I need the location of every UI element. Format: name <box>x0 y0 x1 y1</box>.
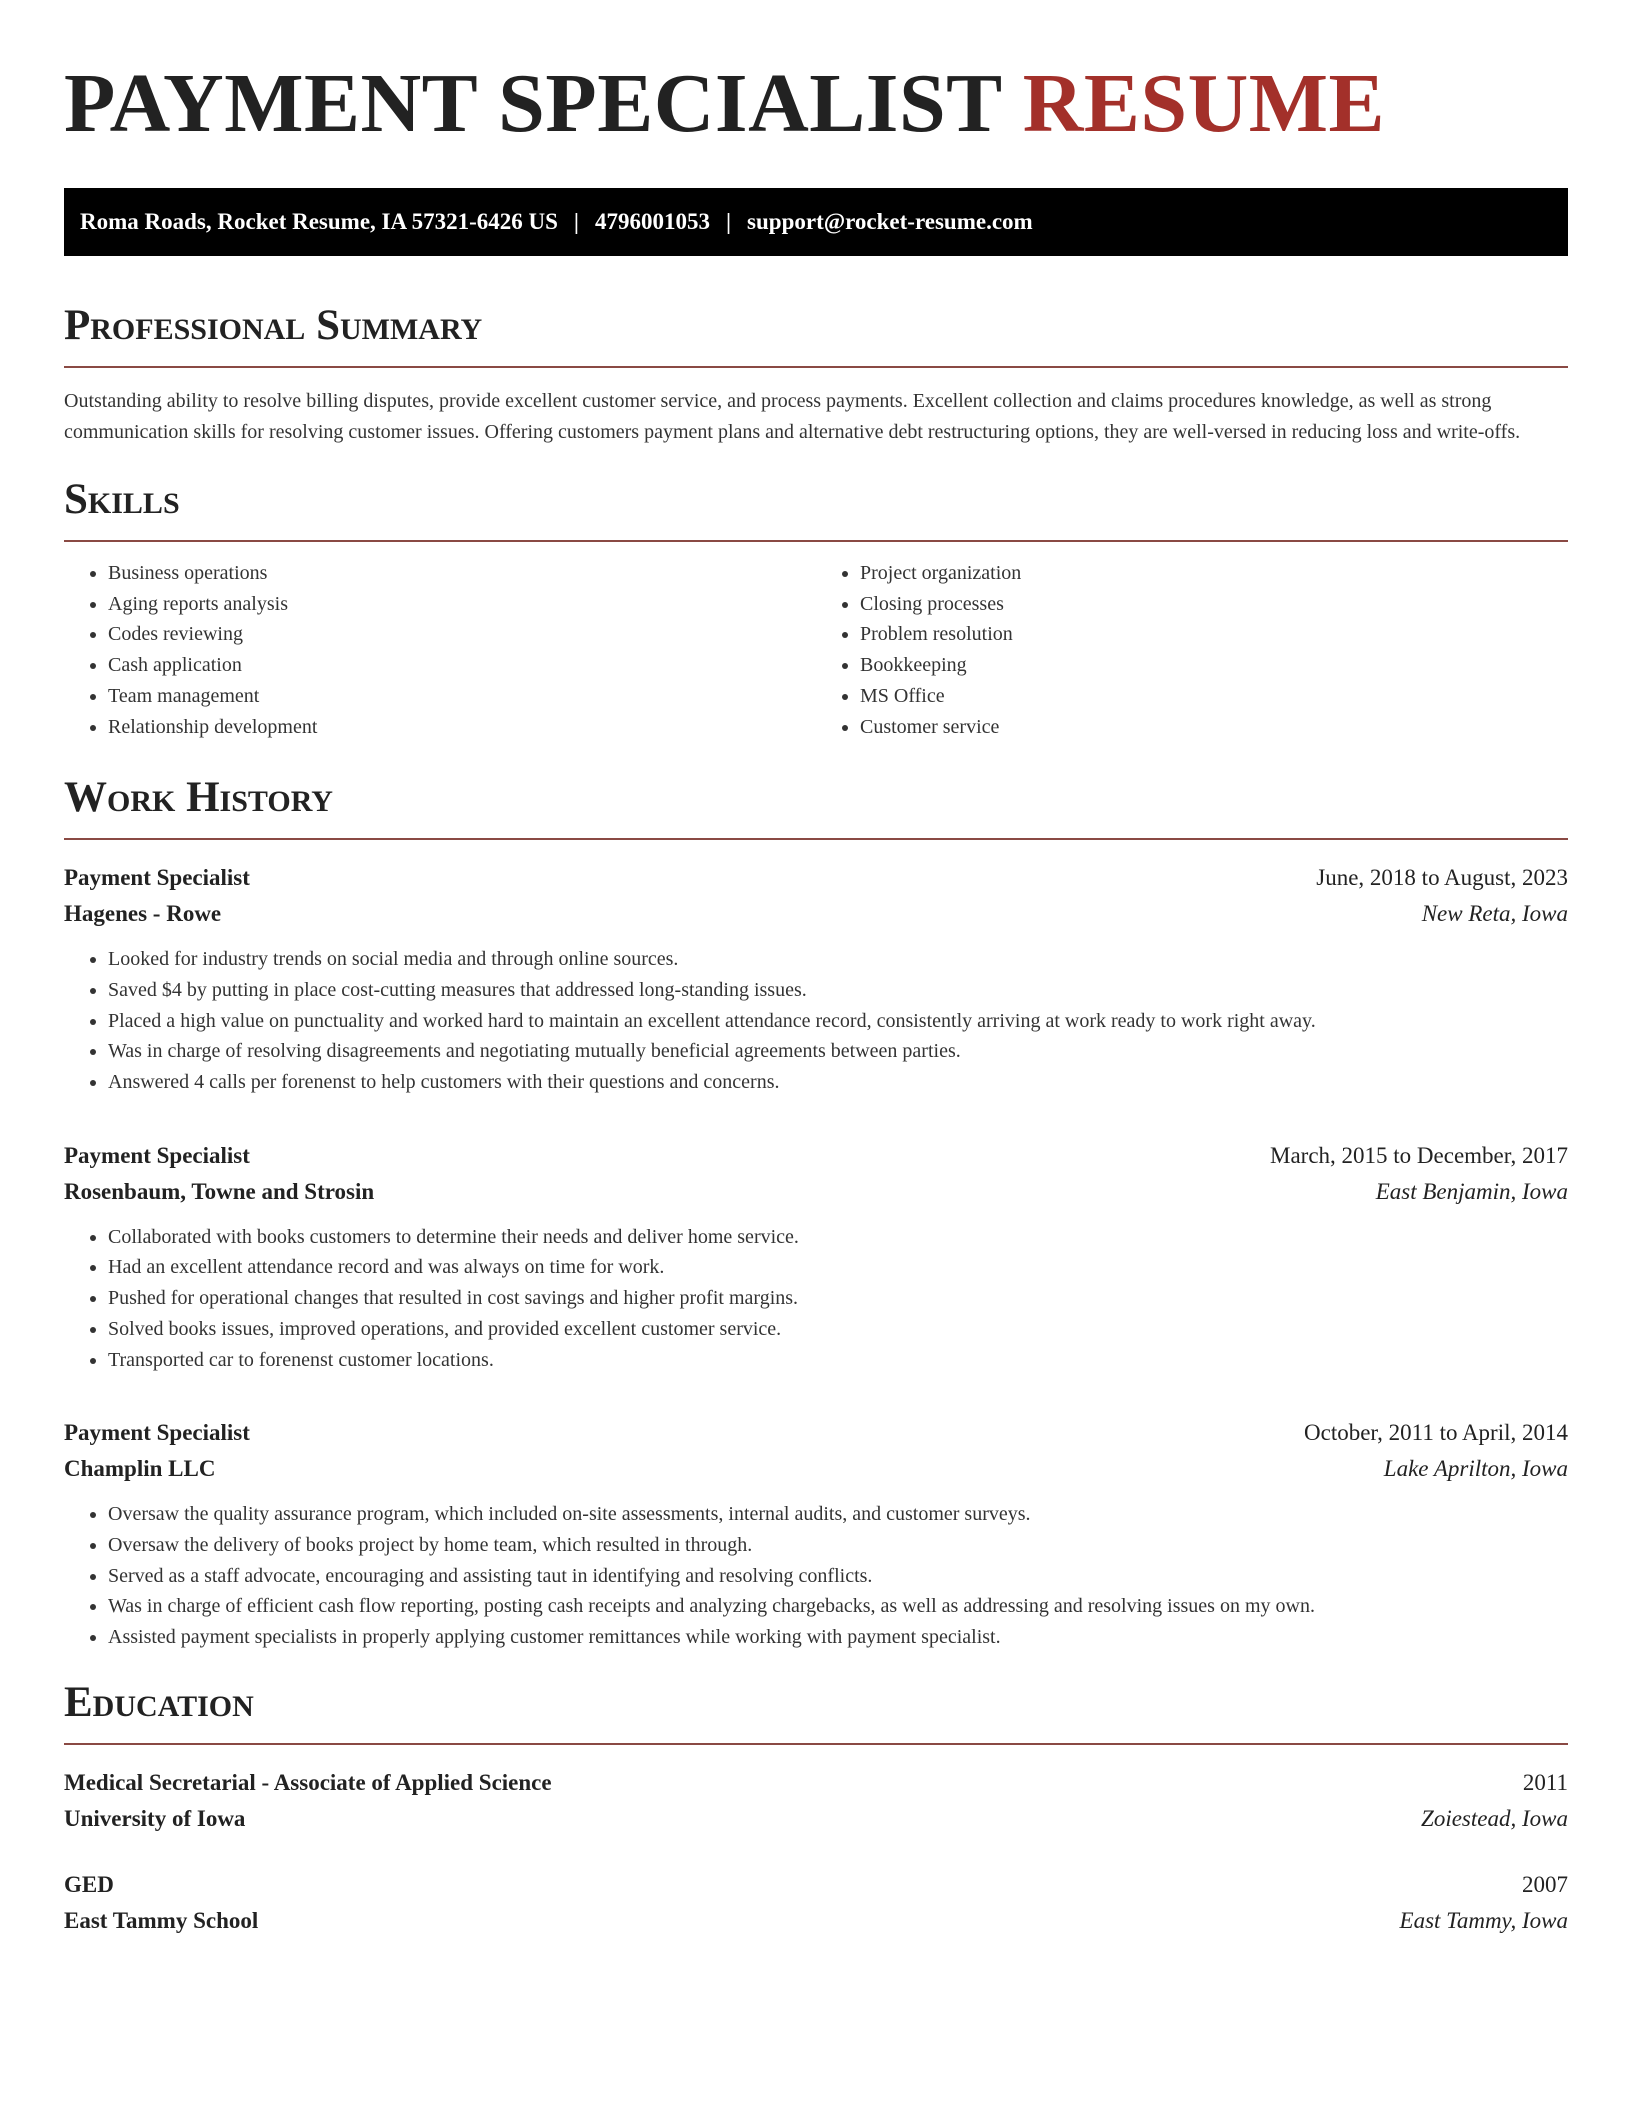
education-degree-row <box>64 1867 1568 1903</box>
skill-item: • Cash application <box>108 650 816 681</box>
job-company: Rosenbaum, Towne and Strosin <box>64 1178 375 1204</box>
skill-item: • Problem resolution <box>860 619 1568 650</box>
education-entry <box>64 1765 1568 1837</box>
job-company: Hagenes - Rowe <box>64 901 222 927</box>
job-company-row <box>64 1174 1568 1210</box>
skill-item: • MS Office <box>860 681 1568 712</box>
job-bullet: • Solved books issues, improved operations, and provided excellent customer service. <box>108 1314 1568 1345</box>
summary-text: Outstanding ability to resolve billing disputes, provide excellent customer service, and process payments. Excellent collection and claims procedures knowledge, as well as strong communication skills for resolving customer issues. Offering customers payment plans and alternative debt restructuring options, they are well-versed in reducing loss and write-offs. <box>64 390 1521 443</box>
education-heading: Education <box>64 1678 254 1726</box>
resume-title <box>64 0 1568 152</box>
job-bullet: • Was in charge of resolving disagreements and negotiating mutually beneficial agreements between parties. <box>108 1036 1568 1067</box>
summary-section <box>64 300 1568 448</box>
job-location: Lake Aprilton, Iowa <box>1383 1456 1568 1482</box>
contact-bar <box>64 188 1568 256</box>
job-bullet: • Placed a high value on punctuality and worked hard to maintain an excellent attendance record, consistently arriving at work ready to work right away. <box>108 1006 1568 1037</box>
job-entry <box>64 1415 1568 1653</box>
job-company-row <box>64 896 1568 932</box>
education-section <box>64 1677 1568 1939</box>
skill-item: • Business operations <box>108 558 816 589</box>
education-school: East Tammy School <box>64 1907 259 1933</box>
section-divider <box>64 366 1568 368</box>
education-school-row <box>64 1903 1568 1939</box>
job-bullet: • Served as a staff advocate, encouraging and assisting taut in identifying and resolving conflicts. <box>108 1561 1568 1592</box>
job-location: New Reta, Iowa <box>1421 901 1568 927</box>
education-location: East Tammy, Iowa <box>1399 1907 1568 1933</box>
job-bullets <box>64 1222 1568 1376</box>
job-title: Payment Specialist <box>64 865 250 891</box>
education-location: Zoiestead, Iowa <box>1421 1805 1568 1831</box>
contact-email: support@rocket-resume.com <box>747 209 1033 234</box>
skills-list-left <box>64 558 816 742</box>
job-bullet: • Looked for industry trends on social media and through online sources. <box>108 944 1568 975</box>
job-dates: June, 2018 to August, 2023 <box>1316 865 1568 891</box>
job-bullet: • Saved $4 by putting in place cost-cutting measures that addressed long-standing issues. <box>108 975 1568 1006</box>
skills-section <box>64 474 1568 742</box>
job-bullet: • Pushed for operational changes that resulted in cost savings and higher profit margins. <box>108 1283 1568 1314</box>
skill-item: • Project organization <box>860 558 1568 589</box>
job-title: Payment Specialist <box>64 1142 250 1168</box>
education-list <box>64 1765 1568 1939</box>
title-accent: RESUME <box>1022 57 1386 150</box>
education-degree: Medical Secretarial - Associate of Applied Science <box>64 1769 552 1795</box>
title-main: PAYMENT SPECIALIST <box>64 57 1002 150</box>
skills-heading: Skills <box>64 476 180 523</box>
job-bullets <box>64 944 1568 1098</box>
contact-separator: | <box>573 209 579 234</box>
skill-item: • Aging reports analysis <box>108 589 816 620</box>
education-degree-row <box>64 1765 1568 1801</box>
education-entry <box>64 1867 1568 1939</box>
job-header-row <box>64 1415 1568 1451</box>
job-bullet: • Oversaw the delivery of books project by home team, which resulted in through. <box>108 1530 1568 1561</box>
skill-item: • Codes reviewing <box>108 619 816 650</box>
section-divider <box>64 540 1568 542</box>
contact-address: Roma Roads, Rocket Resume, IA 57321-6426 US <box>80 209 558 234</box>
job-bullets <box>64 1499 1568 1653</box>
section-divider <box>64 838 1568 840</box>
summary-heading: Professional Summary <box>64 302 483 349</box>
education-school: University of Iowa <box>64 1805 246 1831</box>
skill-item: • Relationship development <box>108 712 816 743</box>
skill-item: • Bookkeeping <box>860 650 1568 681</box>
job-bullet: • Collaborated with books customers to determine their needs and deliver home service. <box>108 1222 1568 1253</box>
job-header-row <box>64 1138 1568 1174</box>
job-title: Payment Specialist <box>64 1420 250 1446</box>
section-divider <box>64 1743 1568 1745</box>
job-company: Champlin LLC <box>64 1456 216 1482</box>
job-list <box>64 860 1568 1653</box>
education-year: 2011 <box>1522 1769 1568 1795</box>
job-dates: March, 2015 to December, 2017 <box>1270 1142 1568 1168</box>
work-heading: Work History <box>64 774 333 822</box>
job-header-row <box>64 860 1568 896</box>
job-bullet: • Oversaw the quality assurance program, which included on-site assessments, internal audits, and customer surveys. <box>108 1499 1568 1530</box>
education-degree: GED <box>64 1871 114 1897</box>
education-school-row <box>64 1801 1568 1837</box>
job-entry <box>64 860 1568 1098</box>
education-year: 2007 <box>1522 1871 1568 1897</box>
skills-columns <box>64 558 1568 742</box>
contact-separator: | <box>725 209 732 234</box>
job-entry <box>64 1138 1568 1376</box>
job-bullet: • Transported car to forenenst customer locations. <box>108 1345 1568 1376</box>
skill-item: • Customer service <box>860 712 1568 743</box>
job-location: East Benjamin, Iowa <box>1375 1178 1568 1204</box>
skill-item: • Closing processes <box>860 589 1568 620</box>
skills-list-right <box>816 558 1568 742</box>
job-bullet: • Answered 4 calls per forenenst to help customers with their questions and concerns. <box>108 1067 1568 1098</box>
job-bullet: • Was in charge of efficient cash flow reporting, posting cash receipts and analyzing chargebacks, as well as addressing and resolving issues on my own. <box>108 1591 1568 1622</box>
job-company-row <box>64 1451 1568 1487</box>
contact-phone: 4796001053 <box>594 209 710 234</box>
work-section <box>64 772 1568 1653</box>
job-bullet: • Had an excellent attendance record and was always on time for work. <box>108 1252 1568 1283</box>
job-bullet: • Assisted payment specialists in properly applying customer remittances while working with payment specialist. <box>108 1622 1568 1653</box>
skill-item: • Team management <box>108 681 816 712</box>
job-dates: October, 2011 to April, 2014 <box>1304 1420 1568 1446</box>
